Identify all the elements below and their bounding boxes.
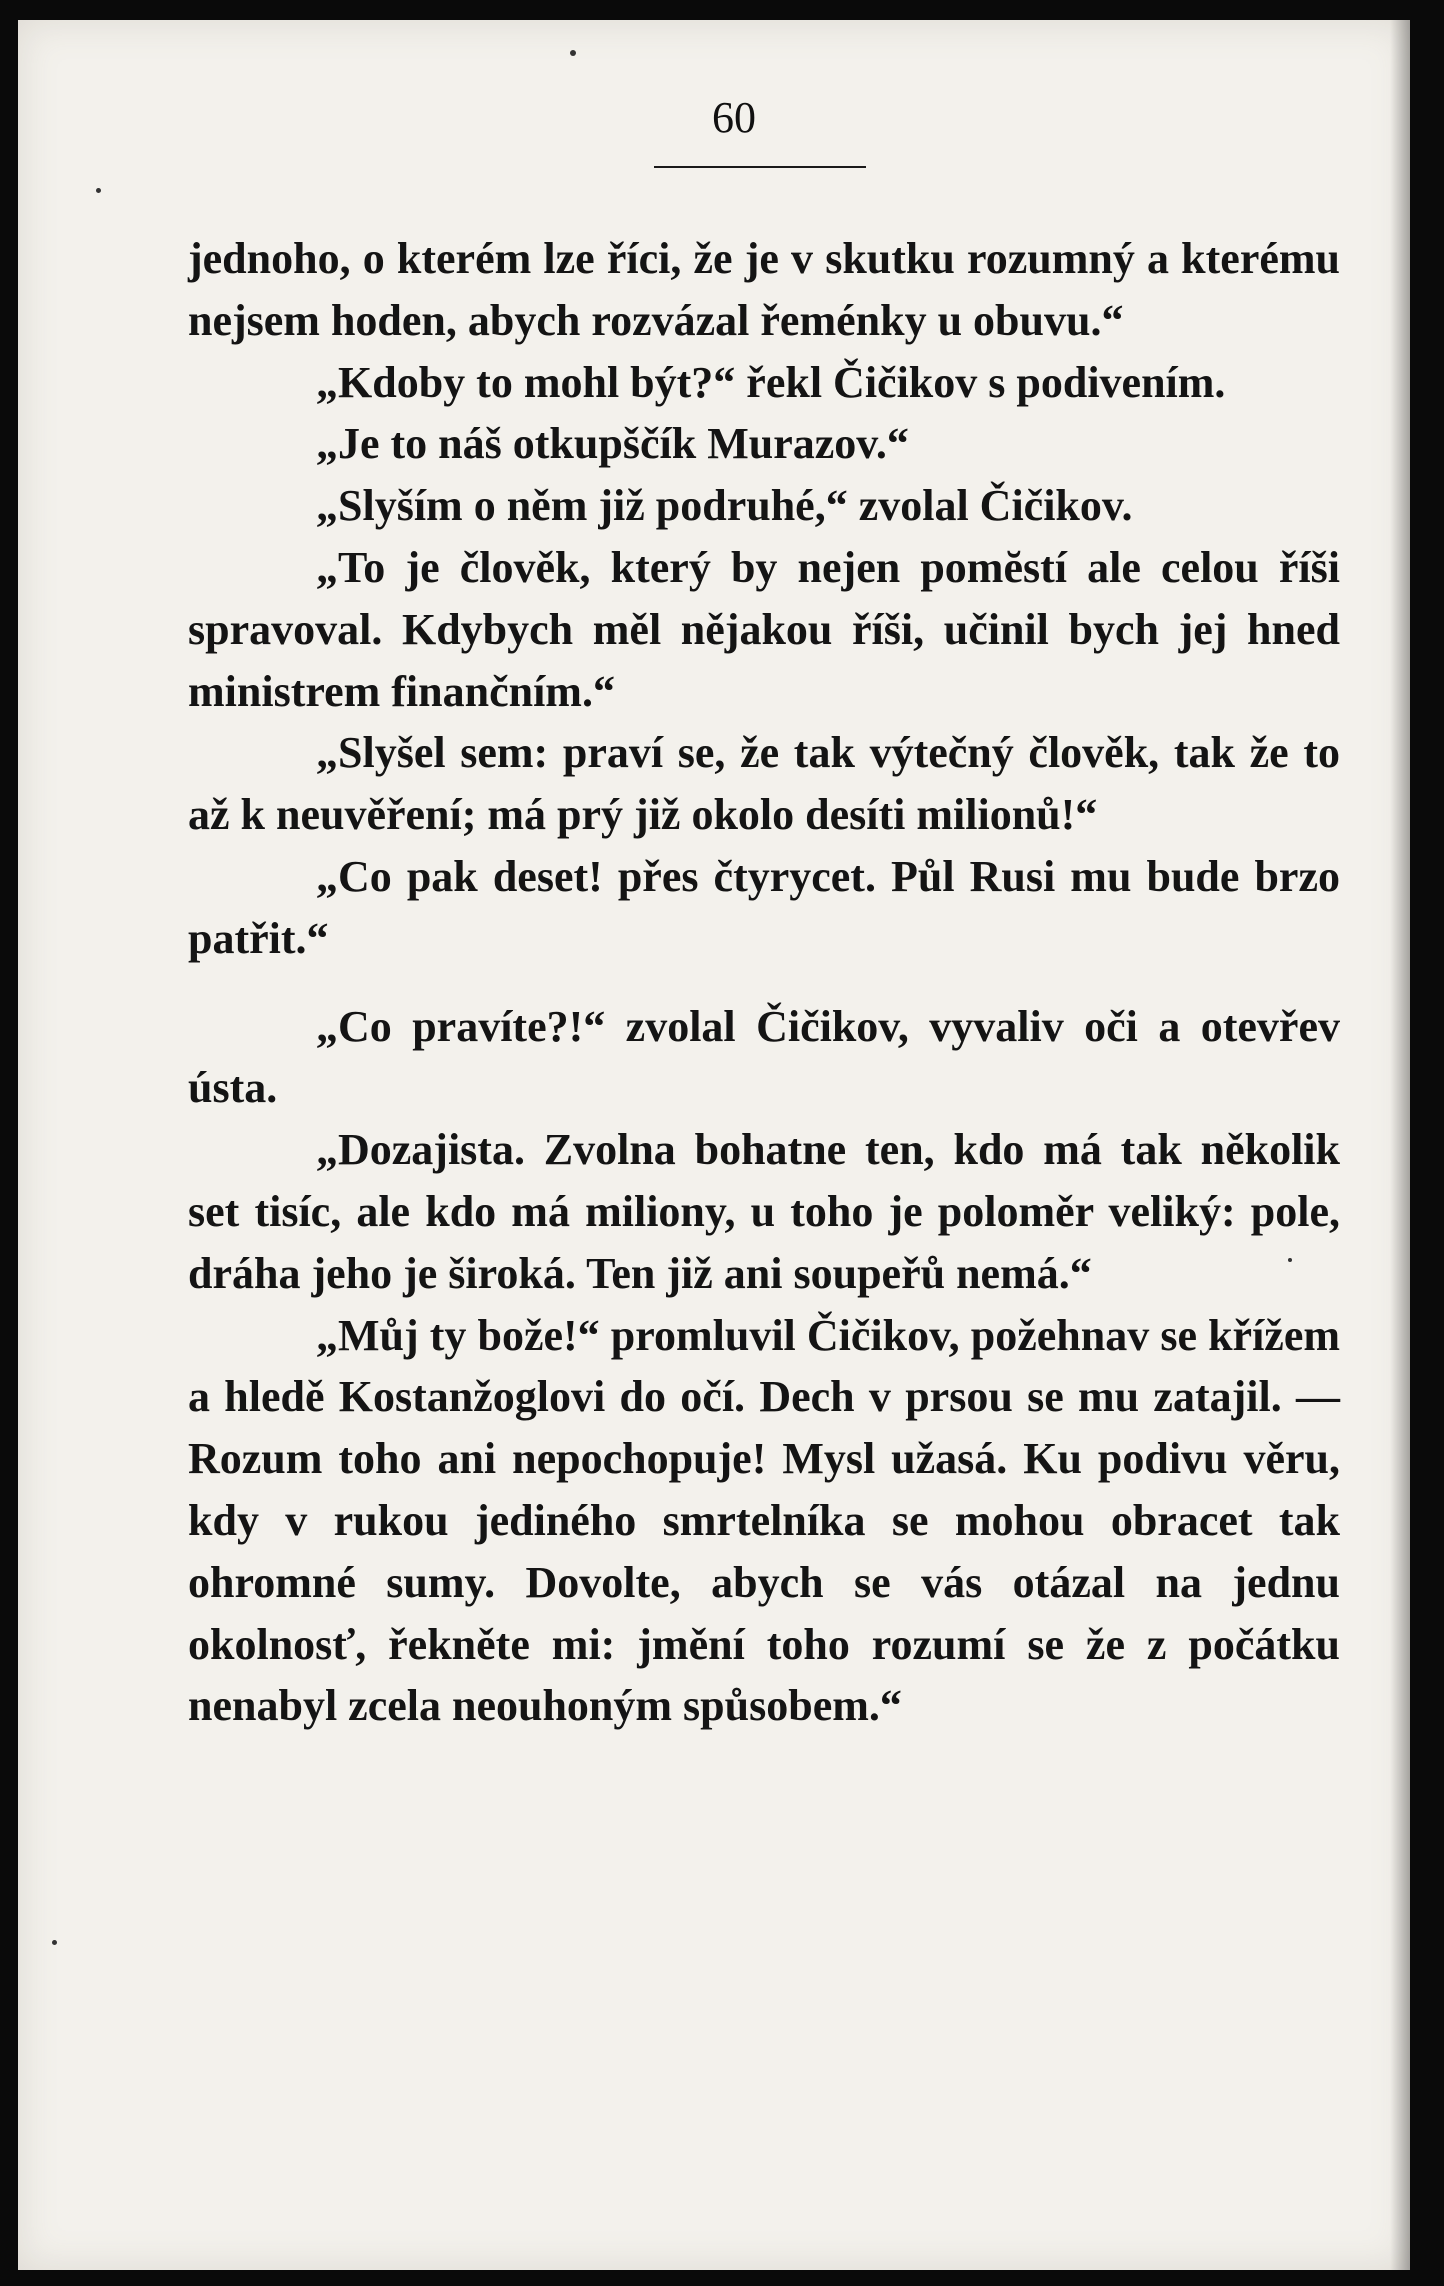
book-page — [18, 20, 1410, 2270]
paper-speck — [570, 50, 576, 56]
paragraph-7: „Co pak deset! přes čtyrycet. Půl Rusi mu bude brzo patřit.“ — [188, 851, 1340, 963]
paper-speck — [96, 188, 101, 193]
paragraph-1: jednoho, o kterém lze říci, že je v skutku rozumný a kterému nejsem hoden, abych rozvázal řeménky u obuvu.“ — [188, 234, 1340, 345]
page-number: 60 — [712, 93, 756, 142]
header-rule — [654, 166, 866, 168]
paragraph-6: „Slyšel sem: praví se, že tak výtečný člověk, tak že to až k neuvěření; má prý již okolo desíti milionů!“ — [188, 728, 1340, 840]
body-text — [188, 228, 1340, 1737]
paragraph-2: „Kdoby to mohl být?“ řekl Čičikov s podivením. — [316, 357, 1226, 407]
paragraph-5: „To je člověk, který by nejen pomĕstí ale celou říši spravoval. Kdybych měl nějakou říši, učinil bych jej hned ministrem finančním.“ — [188, 542, 1340, 716]
paragraph-4: „Slyším o něm již podruhé,“ zvolal Čičikov. — [316, 481, 1133, 531]
paper-speck — [52, 1940, 57, 1945]
page-edge-shadow — [1390, 20, 1410, 2270]
page-header — [18, 92, 1410, 143]
paragraph-8: „Co pravíte?!“ zvolal Čičikov, vyvaliv oči a otevřev ústa. — [188, 1001, 1340, 1113]
paragraph-9: „Dozajista. Zvolna bohatne ten, kdo má tak několik set tisíc, ale kdo má miliony, u toho je poloměr veliký: pole, dráha jeho je široká. Ten již ani soupeřů nemá.“ — [188, 1125, 1340, 1298]
paragraph-10: „Můj ty bože!“ promluvil Čičikov, požehnav se křížem a hledě Kostanžoglovi do očí. Dech v prsou se mu zatajil. — Rozum toho ani nepochopuje! Mysl užasá. Ku podivu věru, kdy v rukou jediného smrtelníka se mohou obracet tak ohromné sumy. Dovolte, abych se vás otázal na jednu okolnosť, řekněte mi: jmění toho rozumí se že z počátku nenabyl zcela neouhoným spůsobem.“ — [188, 1310, 1340, 1731]
paper-speck — [1288, 1258, 1292, 1262]
paragraph-3: „Je to náš otkupščík Murazov.“ — [316, 419, 909, 469]
